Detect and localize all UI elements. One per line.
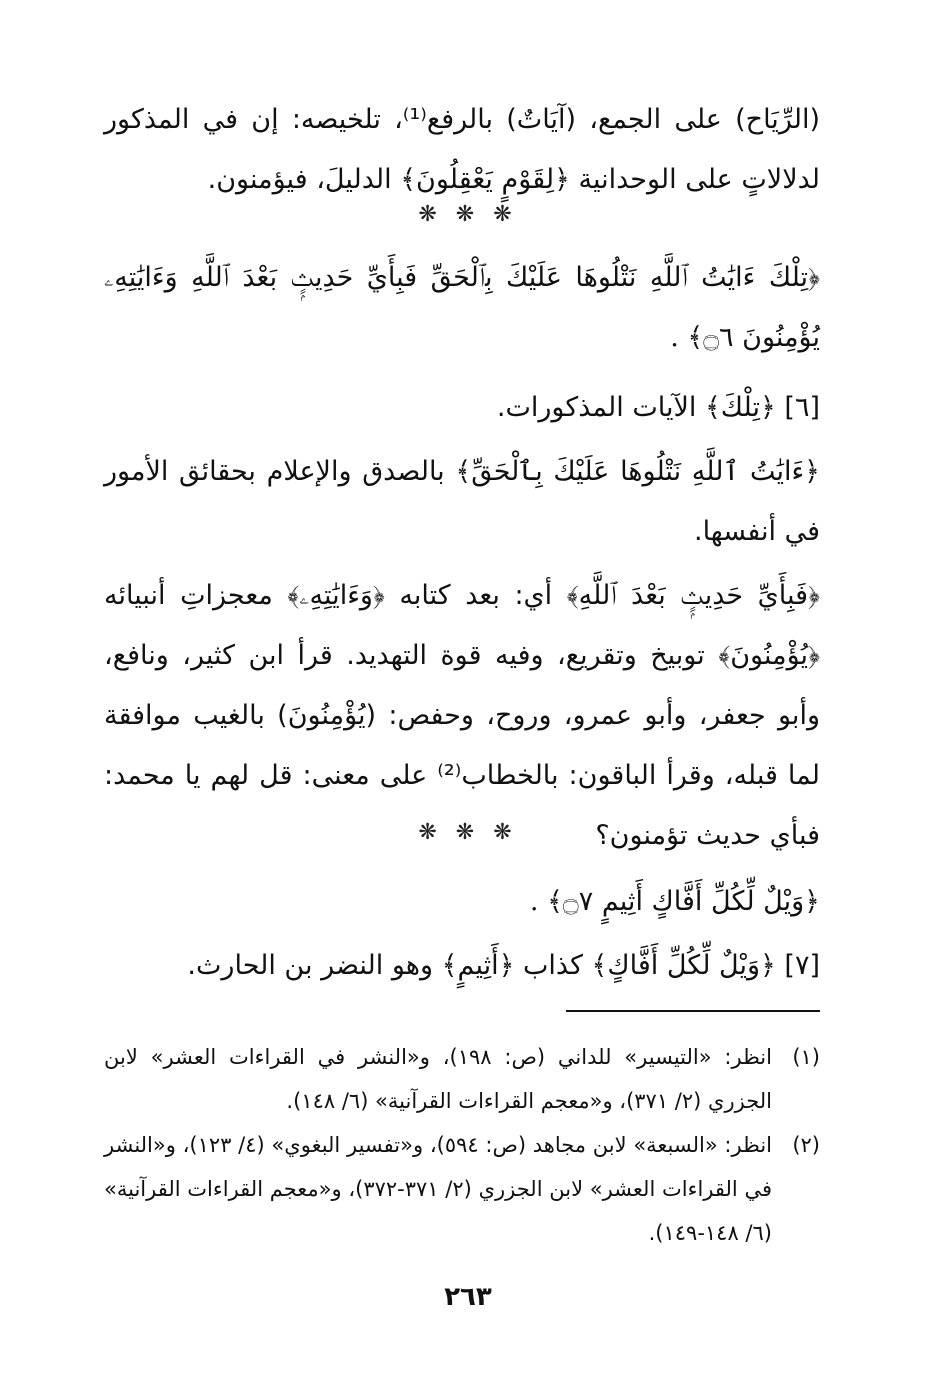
paragraph-text: (الرِّيَاح) على الجمع، (آيَاتٌ) بالرفع⁽¹⁾، تلخيصه: إن في المذكور لدلالاتٍ على الوحدانية ﴿لِقَوْمٍ يَعْقِلُونَ﴾ الدليلَ، فيؤمنون. [104,104,820,195]
page-number: ٢٦٣ [444,1282,492,1312]
section-separator: ❋ ❋ ❋ [418,202,518,227]
paragraph-intro [104,90,820,210]
paragraph-text: ﴿فَبِأَيِّ حَدِيثٍۭ بَعْدَ ٱللَّهِ﴾ أي: بعد كتابه ﴿وَءَايَٰتِهِۦ﴾ معجزاتِ أنبيائه ﴿يُؤْمِنُونَ﴾ توبيخ وتقريع، وفيه قوة التهديد. قرأ ابن كثير، ونافع، وأبو جعفر، وأبو عمرو، وروح، وحفص: (يُؤْمِنُونَ) بالغيب موافقة لما قبله، وقرأ الباقون: بالخطاب⁽²⁾ على معنى: قل لهم يا محمد: فبأي حديث تؤمنون؟ [104,580,820,851]
footnote-text: انظر: «السبعة» لابن مجاهد (ص: ٥٩٤)، و«تفسير البغوي» (٤/ ١٢٣)، و«النشر في القراءات العشر» لابن الجزري (٢/ ٣٧١-٣٧٢)، و«معجم القراءات القرآنية» (٦/ ١٤٨-١٤٩). [104,1133,772,1245]
paragraph-text: [٦] ﴿تِلْكَ﴾ الآيات المذكورات. [496,392,820,423]
footnote-divider [566,1010,820,1012]
footnote-2 [104,1123,820,1255]
footnote-text: انظر: «التيسير» للداني (ص: ١٩٨)، و«النشر في القراءات العشر» لابن الجزري (٢/ ٣٧١)، و«معجم القراءات القرآنية» (٦/ ١٤٨). [104,1045,772,1113]
quran-verse-6 [104,248,820,368]
footnote-number: (١) [792,1045,820,1069]
quran-verse-7 [104,872,820,932]
verse-text: ﴿تِلْكَ ءَايَٰتُ ٱللَّهِ نَتْلُوهَا عَلَيْكَ بِٱلْحَقِّ فَبِأَيِّ حَدِيثٍۭ بَعْدَ ٱللَّهِ وَءَايَٰتِهِۦ يُؤْمِنُونَ ۝٦﴾ . [104,262,820,353]
footnotes [104,1035,820,1255]
verse-text: ﴿وَيْلٌ لِّكُلِّ أَفَّاكٍ أَثِيمٍ ۝٧﴾ . [529,886,820,917]
footnote-1 [104,1035,820,1123]
commentary-verse-7 [104,936,820,996]
section-separator: ❋ ❋ ❋ [418,820,518,845]
paragraph-text: [٧] ﴿وَيْلٌ لِّكُلِّ أَفَّاكٍ﴾ كذاب ﴿أَثِيمٍ﴾ وهو النضر بن الحارث. [187,950,820,981]
commentary-verse-6 [104,378,820,866]
footnote-number: (٢) [792,1133,820,1157]
paragraph-text: ﴿ءَايَٰتُ ٱللَّهِ نَتْلُوهَا عَلَيْكَ بِٱلْحَقِّ﴾ بالصدق والإعلام بحقائق الأمور في أنفسها. [104,456,820,547]
